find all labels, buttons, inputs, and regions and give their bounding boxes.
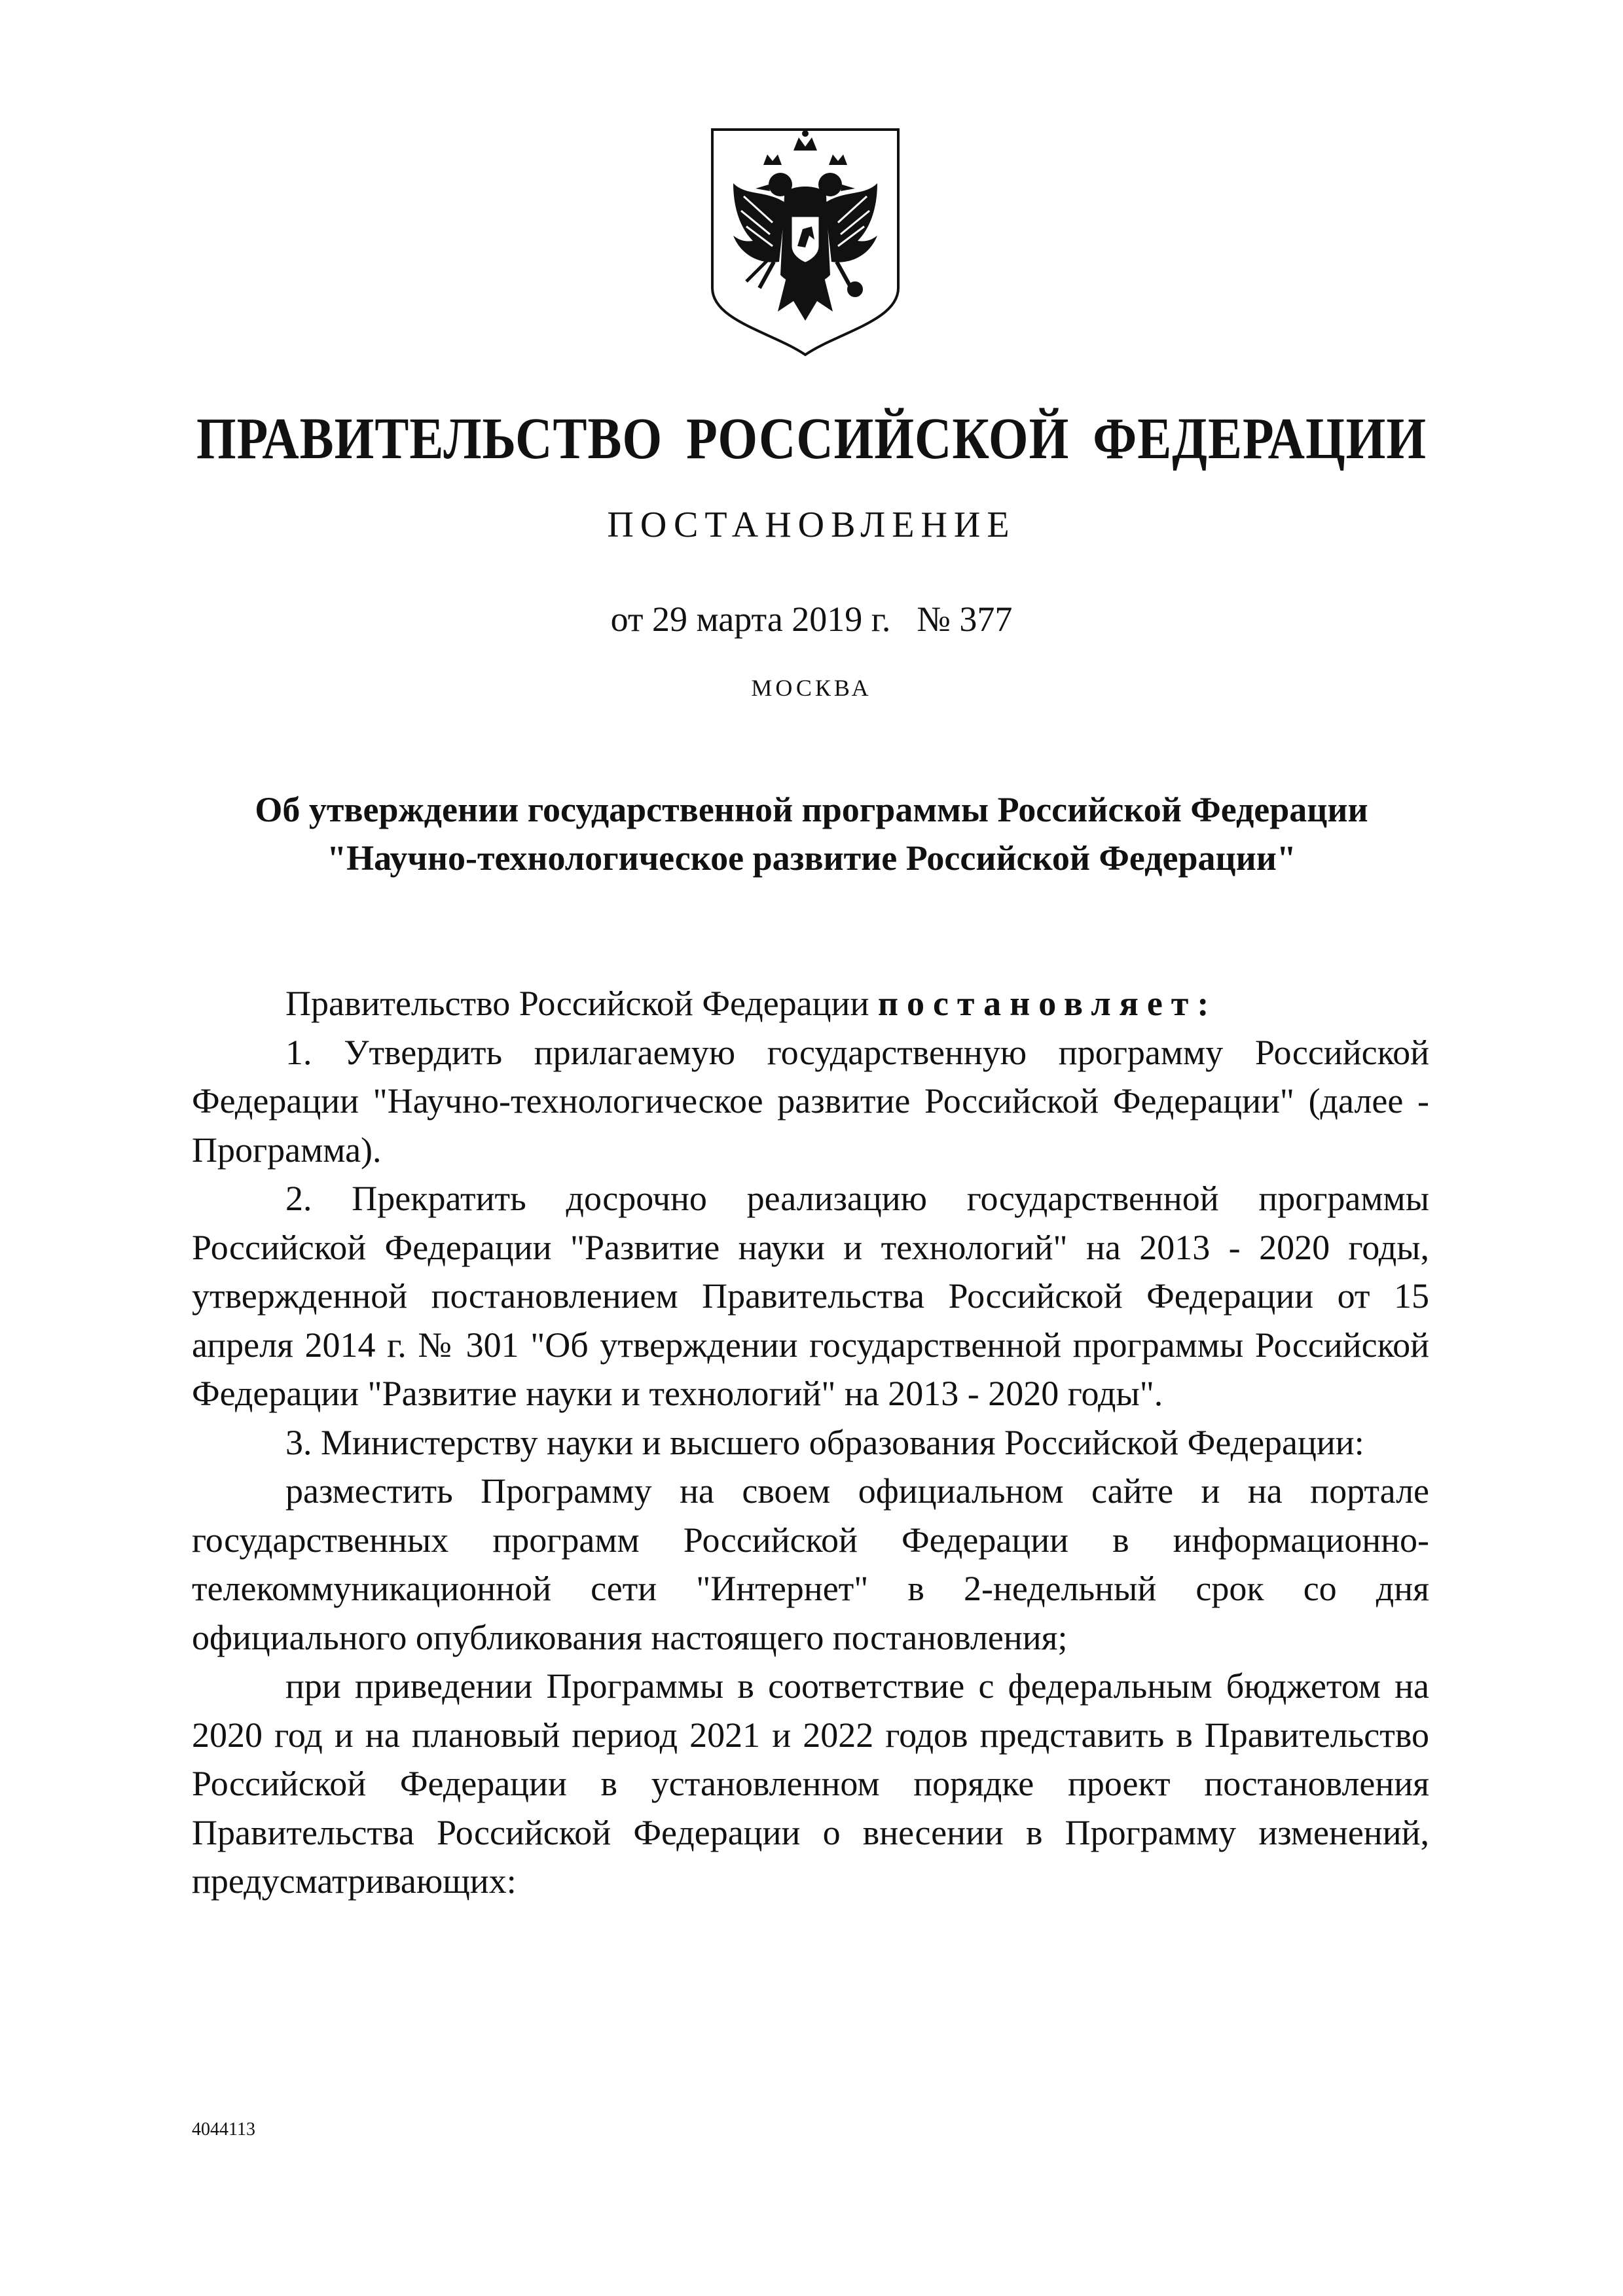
title-line: Об утверждении государственной программы Российской Федерации <box>255 790 1368 829</box>
title-line: "Научно-технологическое развитие Российской Федерации" <box>327 838 1296 878</box>
preamble-subject: Правительство Российской Федерации <box>285 984 878 1023</box>
paragraph-1: 1. Утвердить прилагаемую государственную программу Российской Федерации "Научно-технологическое развитие Российской Федерации" (далее - Программа). <box>192 1032 1429 1170</box>
government-name <box>0 404 1623 473</box>
document-title <box>0 785 1623 882</box>
government-word: ПРАВИТЕЛЬСТВО <box>196 405 663 471</box>
document-city: МОСКВА <box>751 675 872 701</box>
paragraph-4: разместить Программу на своем официальном сайте и на портале государственных программ Российской Федерации в информационно-телекоммуникационной сети "Интернет" в 2-недельный срок со дня официального опубликования настоящего постановления; <box>192 1471 1429 1657</box>
preamble <box>192 979 1429 1028</box>
document-date: от 29 марта 2019 г. <box>610 600 891 639</box>
paragraph-2: 2. Прекратить досрочно реализацию государственной программы Российской Федерации "Развитие науки и технологий" на 2013 - 2020 годы, утвержденной постановлением Правительства Российской Федерации от 15 апреля 2014 г. № 301 "Об утверждении государственной программы Российской Федерации "Развитие науки и технологий" на 2013 - 2020 годы". <box>192 1179 1429 1413</box>
document-code: 4044113 <box>192 2119 255 2140</box>
document-number: № 377 <box>917 600 1013 639</box>
document-kind: ПОСТАНОВЛЕНИЕ <box>607 505 1016 545</box>
document-body <box>192 979 1429 1906</box>
government-word: РОССИЙСКОЙ <box>686 405 1070 471</box>
document-date-line <box>0 599 1623 639</box>
paragraph-5: при приведении Программы в соответствие с федеральным бюджетом на 2020 год и на плановый период 2021 и 2022 годов представить в Правительство Российской Федерации в установленном порядке проект постановления Правительства Российской Федерации о внесении в Программу изменений, предусматривающих: <box>192 1666 1429 1901</box>
preamble-verb: постановляет: <box>877 984 1218 1023</box>
coat-of-arms-icon <box>707 124 903 360</box>
paragraph-3: 3. Министерству науки и высшего образования Российской Федерации: <box>285 1422 1364 1462</box>
government-word: ФЕДЕРАЦИИ <box>1093 405 1427 471</box>
